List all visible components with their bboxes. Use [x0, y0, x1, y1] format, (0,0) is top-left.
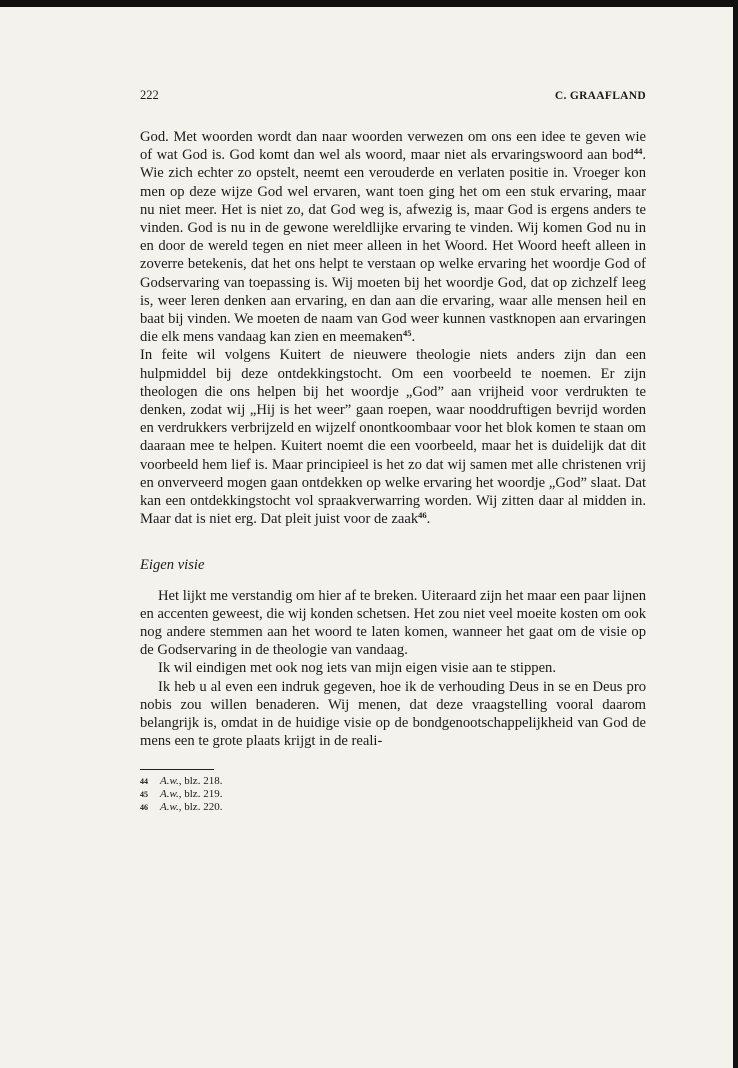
page-content [140, 88, 646, 814]
running-title: C. GRAAFLAND [554, 90, 646, 102]
section-heading: Eigen visie [140, 557, 205, 574]
footnote: 44 A.w., blz. 218. [140, 774, 223, 787]
footnote-number: 44 [140, 776, 148, 786]
footnotes [140, 775, 646, 814]
footnote-divider [140, 769, 214, 770]
scan-top-edge [0, 0, 738, 7]
paragraph: Ik heb u al even een indruk gegeven, hoe ik de verhouding Deus in se en Deus pro nobis zou willen benaderen. Wij menen, dat deze vraagstelling vooral daarom belangrijk is, omdat in de huidige visie op de bondgenootschappelijkheid van God de mens een te grote plaats krijgt in de reali- [140, 678, 646, 750]
paragraph: Het lijkt me verstandig om hier af te breken. Uiteraard zijn het maar een paar lijnen en accenten geweest, die wij konden schetsen. Het zou niet veel moeite kosten om ook nog andere stemmen aan het woord te laten komen, wanneer het gaat om de visie op de Godservaring in de theologie van vandaag. [140, 587, 646, 659]
paragraph: God. Met woorden wordt dan naar woorden verwezen om ons een idee te geven wie of wat God is. God komt dan wel als woord, maar niet als ervaringswoord aan bod$^{44}$. Wie zich echter zo opstelt, neemt een verouderde en verlaten positie in. Vroeger kon men op deze wijze God wel ervaren, want toen ging het om een stuk ervaring, maar nu niet meer. Het is niet zo, dat God weg is, afwezig is, maar God is ergens anders te vinden. God is nu in de gewone wereldlijke ervaring te vinden. Wij komen God nu in en door de wereld tegen en niet meer alleen in het Woord. Het Woord heeft alleen in zoverre betekenis, dat het ons helpt te verstaan op welke ervaring het woordje God of Godservaring van toepassing is. Wij moeten bij het woordje God, dat op zichzelf leeg is, weer leren denken aan ervaring, en dan aan die ervaring, waar alle mensen heil en baat bij vinden. We moeten de naam van God weer kunnen vastknopen aan ervaringen die elk mens vandaag kan zien en meemaken$^{45}$. [140, 129, 646, 346]
footnote: 45 A.w., blz. 219. [140, 787, 223, 800]
scan-right-edge [733, 0, 738, 1068]
running-head [140, 88, 646, 106]
body-text [140, 128, 646, 751]
footnote-ref[interactable]: 44 [633, 146, 643, 157]
footnote-ref[interactable]: 46 [418, 510, 427, 521]
paragraph: In feite wil volgens Kuitert de nieuwere theologie niets anders zijn dan een hulpmiddel bij deze ontdekkingstocht. Om een voorbeeld te noemen. Er zijn theologen die ons helpen bij het woordje „God” aan vrijheid voor verdrukten te denken, zodat wij „Hij is het weer” gaan roepen, waar nooddruftigen bevrijd worden en verdrukkers verbrijzeld en wijzelf onontkoombaar voor het blok komen te staan om daaraan mee te helpen. Kuitert noemt die een voorbeeld, maar het is duidelijk dat dit voorbeeld hem lief is. Maar principieel is het zo dat wij samen met alle christenen vrij en onverveerd mogen gaan ontdekken op welke ervaring het woordje „God” slaat. Dat kan een ontdekkingstocht vol spraakverwarring worden. Wij zitten daar al midden in. Maar dat is niet erg. Dat pleit juist voor de zaak$^{46}$. [140, 347, 646, 528]
paragraph: Ik wil eindigen met ook nog iets van mijn eigen visie aan te stippen. [158, 660, 557, 677]
footnote-ref[interactable]: 45 [402, 328, 412, 339]
footnote-number: 46 [140, 802, 148, 812]
footnote-number: 45 [140, 789, 148, 799]
page-number: 222 [140, 88, 159, 102]
footnote: 46 A.w., blz. 220. [140, 800, 223, 813]
